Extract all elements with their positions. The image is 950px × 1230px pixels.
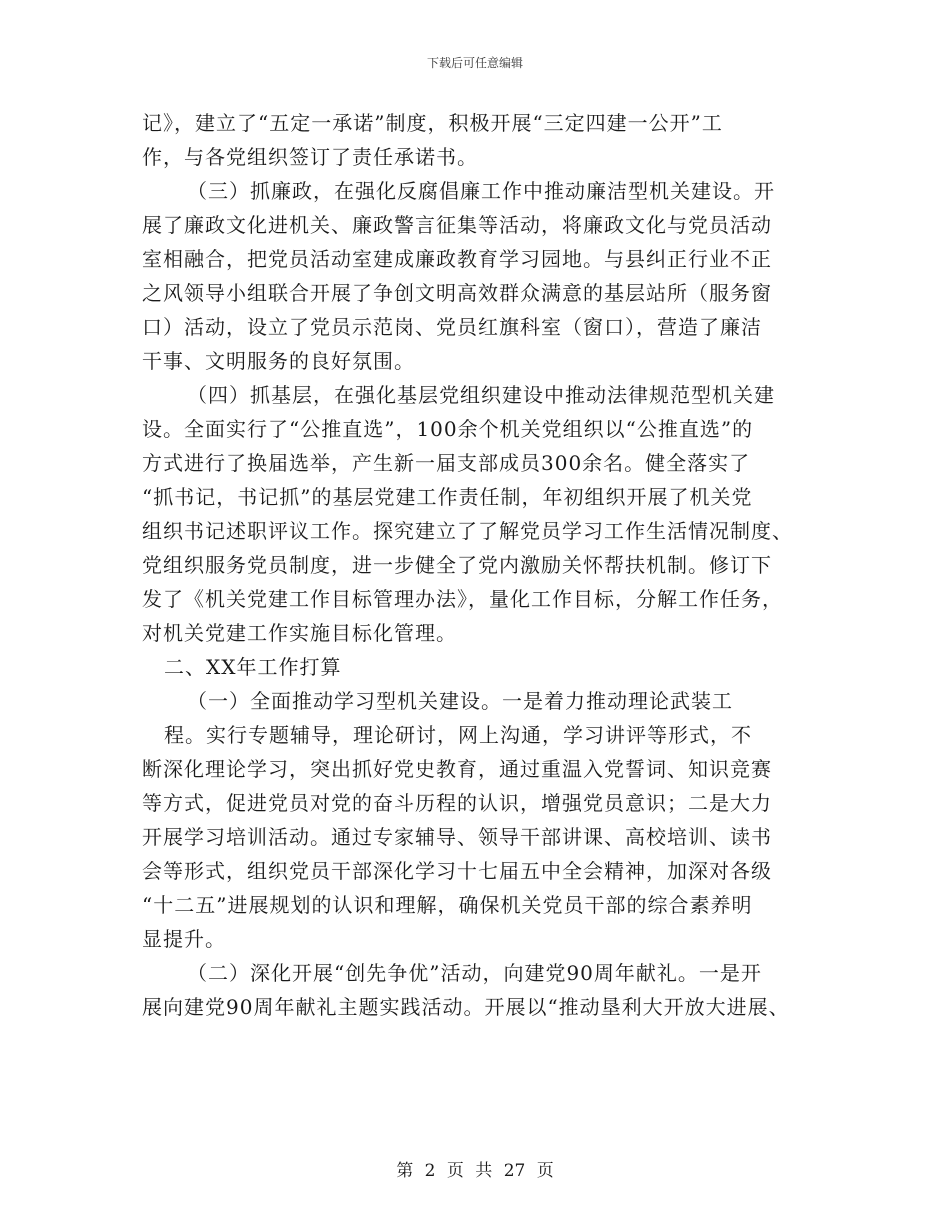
text-line: 展了廉政文化进机关、廉政警言征集等活动，将廉政文化与党员活动 <box>142 213 772 237</box>
text-line: 对机关党建工作实施目标化管理。 <box>142 621 457 645</box>
text-line: 方式进行了换届选举，产生新一届支部成员300余名。健全落实了 <box>142 451 751 475</box>
text-line: 会等形式，组织党员干部深化学习十七届五中全会精神，加深对各级 <box>142 859 772 883</box>
text-line: 设。全面实行了“公推直选”，100余个机关党组织以“公推直选”的 <box>142 417 754 441</box>
text-line: 程。实行专题辅导，理论研讨，网上沟通，学习讲评等形式，不 <box>164 723 752 747</box>
document-body <box>142 106 822 1024</box>
text-line: 组织书记述职评议工作。探究建立了了解党员学习工作生活情况制度、 <box>142 519 793 543</box>
page-footer: 第 2 页 共 27 页 <box>396 1161 554 1181</box>
text-line: 室相融合，把党员活动室建成廉政教育学习园地。与县纠正行业不正 <box>142 247 772 271</box>
text-line: （四）抓基层，在强化基层党组织建设中推动法律规范型机关建 <box>187 383 775 407</box>
page-header: 下载后可任意编辑 <box>426 56 523 70</box>
text-line: （三）抓廉政，在强化反腐倡廉工作中推动廉洁型机关建设。开 <box>187 179 775 203</box>
text-line: 显提升。 <box>142 927 226 951</box>
text-line: “十二五”进展规划的认识和理解，确保机关党员干部的综合素养明 <box>142 893 753 917</box>
text-line: （一）全面推动学习型机关建设。一是着力推动理论武装工 <box>187 689 733 713</box>
text-line: 之风领导小组联合开展了争创文明高效群众满意的基层站所（服务窗 <box>142 281 772 305</box>
text-line: 干事、文明服务的良好氛围。 <box>142 349 415 373</box>
text-line: 等方式，促进党员对党的奋斗历程的认识，增强党员意识；二是大力 <box>142 791 772 815</box>
text-line: 展向建党90周年献礼主题实践活动。开展以“推动垦利大开放大进展、 <box>142 995 790 1019</box>
text-line: 记》，建立了“五定一承诺”制度，积极开展“三定四建一公开”工 <box>142 111 723 135</box>
text-line: 发了《机关党建工作目标管理办法》，量化工作目标，分解工作任务， <box>142 587 783 611</box>
text-line: 党组织服务党员制度，进一步健全了党内激励关怀帮扶机制。修订下 <box>142 553 772 577</box>
text-line: 断深化理论学习，突出抓好党史教育，通过重温入党誓词、知识竞赛 <box>142 757 772 781</box>
text-line: （二）深化开展“创先争优”活动，向建党90周年献礼。一是开 <box>187 961 762 985</box>
text-line: 二、XX年工作打算 <box>164 655 342 679</box>
text-line: 口）活动，设立了党员示范岗、党员红旗科室（窗口），营造了廉洁 <box>142 315 762 339</box>
text-line: “抓书记，书记抓”的基层党建工作责任制，年初组织开展了机关党 <box>142 485 753 509</box>
text-line: 开展学习培训活动。通过专家辅导、领导干部讲课、高校培训、读书 <box>142 825 772 849</box>
text-line: 作，与各党组织签订了责任承诺书。 <box>142 145 478 169</box>
